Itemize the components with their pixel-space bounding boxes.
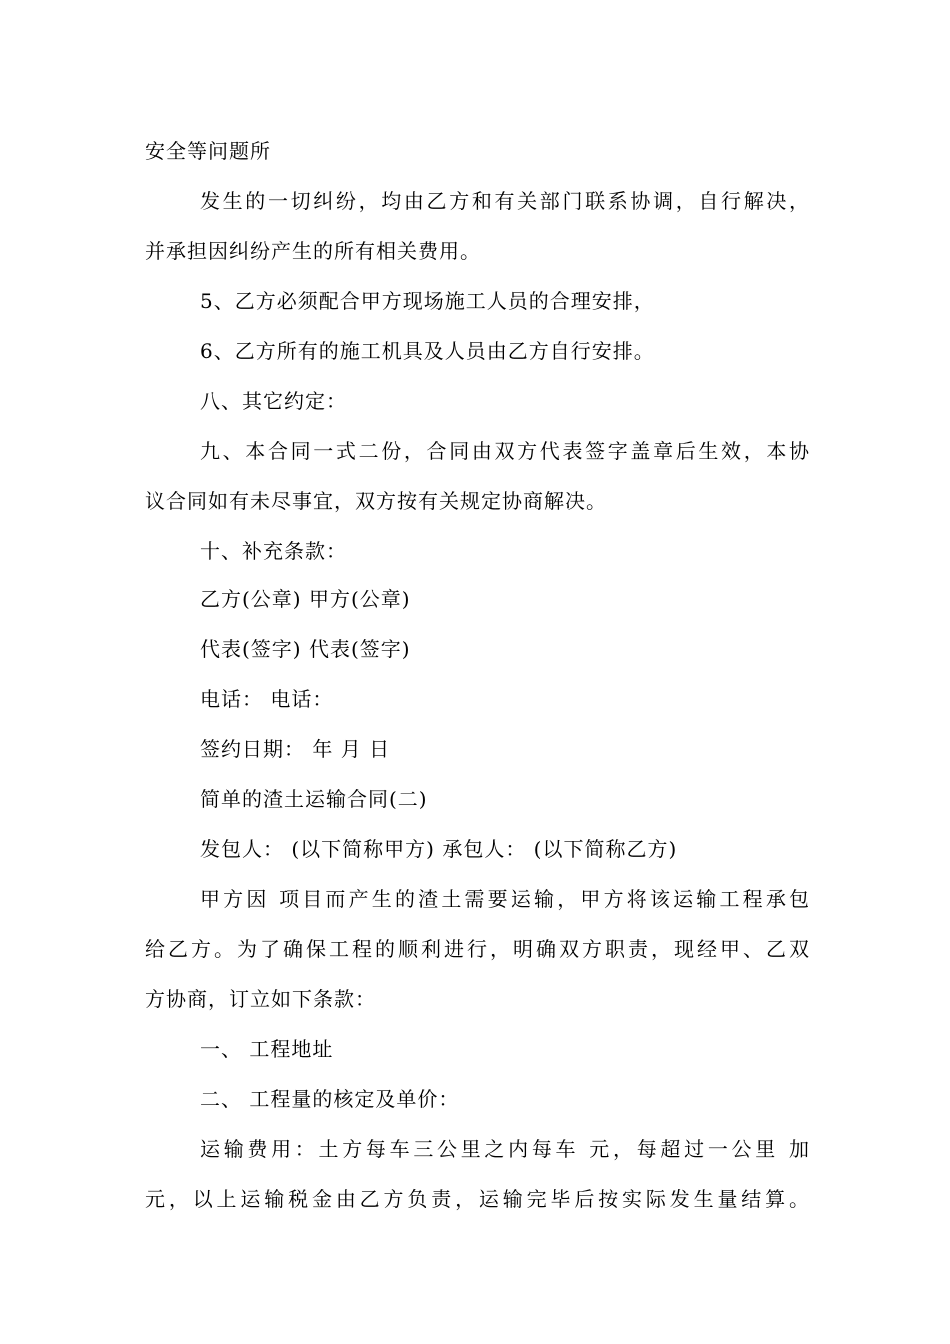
text-line-8: 议合同如有未尽事宜，双方按有关规定协商解决。 [145,489,607,513]
text-line-17: 给乙方。为了确保工程的顺利进行，明确双方职责，现经甲、乙双 [145,937,810,961]
text-line-2: 发生的一切纠纷，均由乙方和有关部门联系协调，自行解决， [200,189,810,213]
text-line-14: 简单的渣土运输合同(二) [200,787,428,811]
text-line-4: 5、乙方必须配合甲方现场施工人员的合理安排， [200,289,655,313]
text-line-15: 发包人： (以下简称甲方) 承包人： (以下简称乙方) [200,837,678,861]
text-line-10: 乙方(公章) 甲方(公章) [200,587,411,611]
text-line-1: 安全等问题所 [145,139,271,163]
text-line-22: 元，以上运输税金由乙方负责，运输完毕后按实际发生量结算。 [145,1187,810,1211]
text-line-3: 并承担因纠纷产生的所有相关费用。 [145,239,481,263]
text-line-6: 八、其它约定： [200,389,347,413]
text-line-7: 九、本合同一式二份，合同由双方代表签字盖章后生效，本协 [200,439,810,463]
text-line-21: 运输费用：土方每车三公里之内每车 元，每超过一公里 加 [200,1137,810,1161]
text-line-18: 方协商，订立如下条款： [145,987,376,1011]
text-line-12: 电话： 电话： [200,687,334,711]
text-line-16: 甲方因 项目而产生的渣土需要运输，甲方将该运输工程承包 [200,887,810,911]
text-line-19: 一、 工程地址 [200,1037,334,1061]
text-line-9: 十、补充条款： [200,539,347,563]
text-line-13: 签约日期： 年 月 日 [200,737,391,761]
text-line-11: 代表(签字) 代表(签字) [200,637,411,661]
text-line-5: 6、乙方所有的施工机具及人员由乙方自行安排。 [200,339,655,363]
text-line-20: 二、 工程量的核定及单价： [200,1087,460,1111]
